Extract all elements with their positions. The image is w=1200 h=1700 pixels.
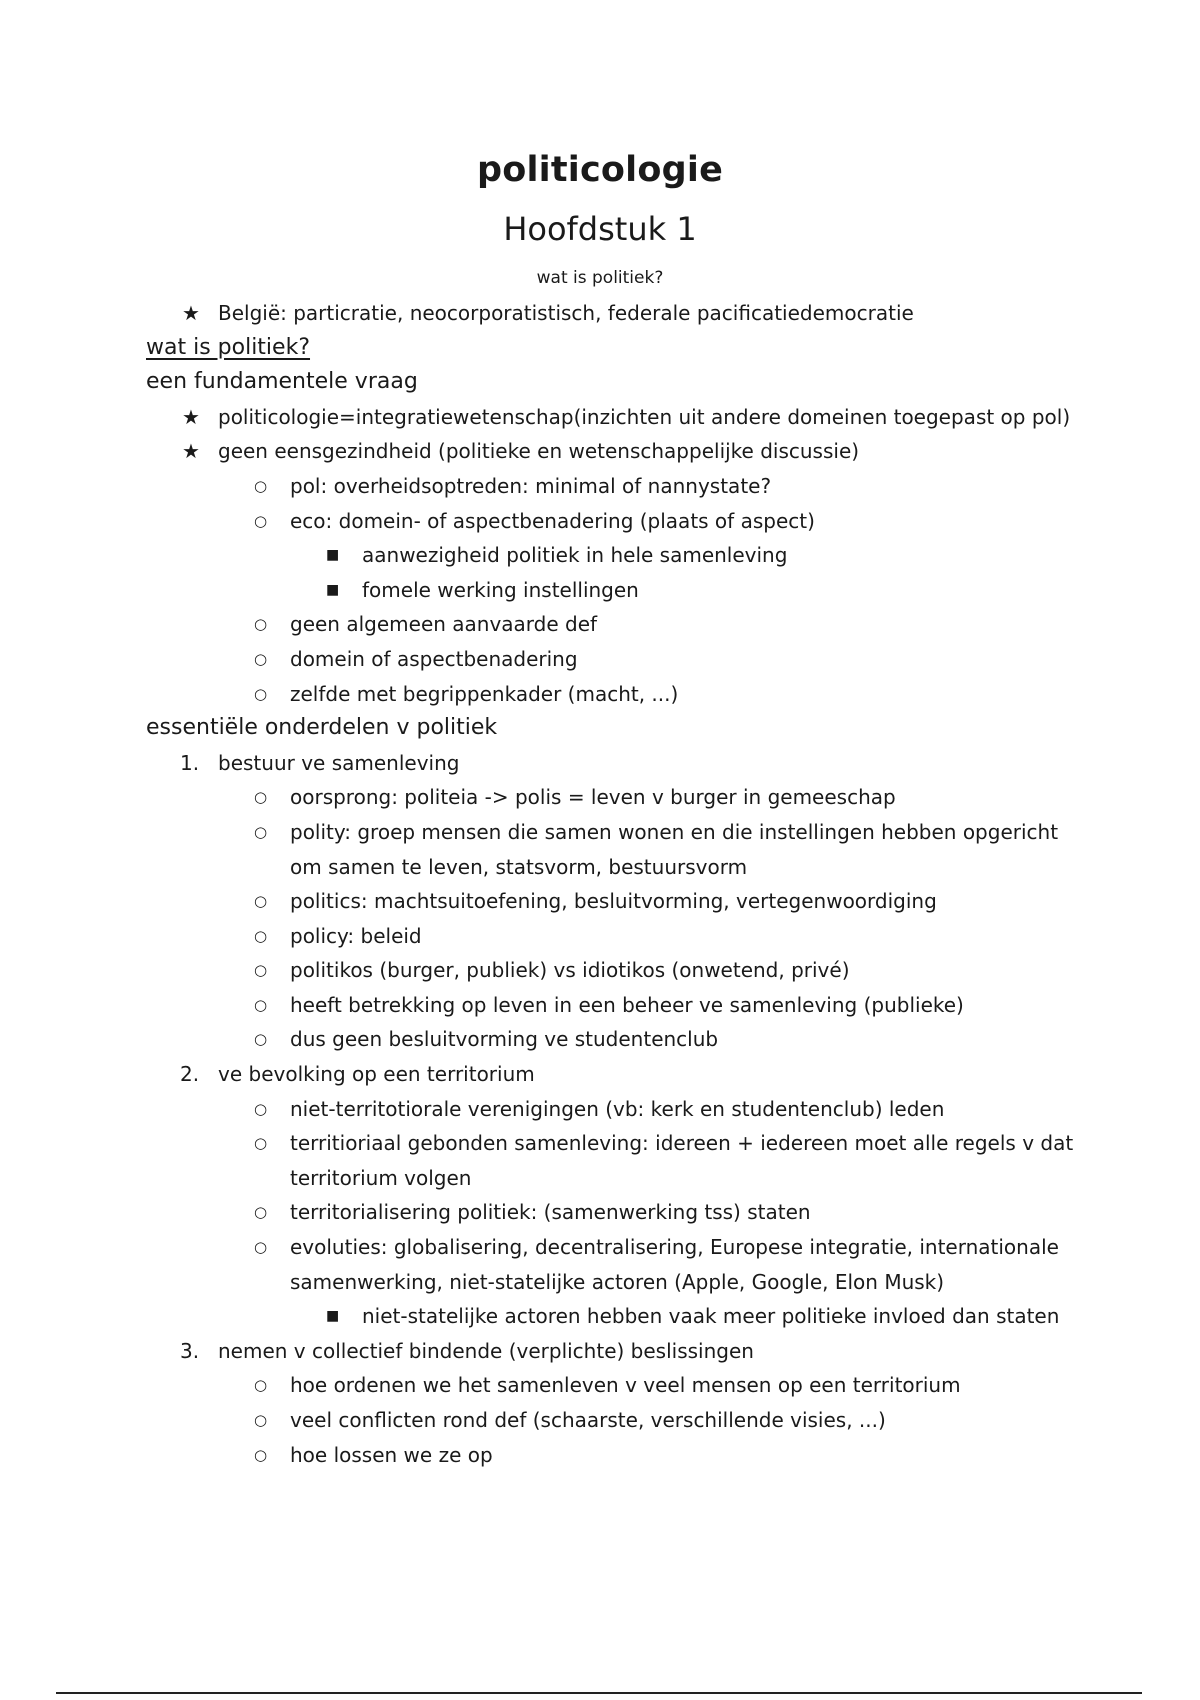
chapter-heading: Hoofdstuk 1 xyxy=(503,210,697,248)
circle-bullet-icon: ○ xyxy=(254,1238,268,1257)
list-item xyxy=(146,919,1086,954)
list-item-text: niet-territotiorale verenigingen (vb: kerk en studentenclub) leden xyxy=(290,1096,945,1121)
document-title: politicologie xyxy=(476,150,724,190)
section-heading-text: essentiële onderdelen v politiek xyxy=(146,715,498,741)
list-item-text: politicologie=integratiewetenschap(inzichten uit andere domeinen toegepast op pol) xyxy=(218,404,1071,429)
star-bullet-icon: ★ xyxy=(182,301,200,325)
list-number: 1. xyxy=(180,750,200,775)
list-item xyxy=(146,607,1086,642)
list-item-text: geen eensgezindheid (politieke en wetenschappelijke discussie) xyxy=(218,439,860,464)
list-item-text: evoluties: globalisering, decentralisering, Europese integratie, internationale samenwerking, niet-statelijke actoren (Apple, Google, Elon Musk) xyxy=(290,1235,1059,1294)
list-item xyxy=(146,988,1086,1023)
circle-bullet-icon: ○ xyxy=(254,1411,268,1429)
list-item xyxy=(146,538,1086,573)
list-item xyxy=(146,1022,1086,1057)
footer-divider xyxy=(56,1692,1142,1694)
list-item xyxy=(146,1334,1086,1369)
circle-bullet-icon: ○ xyxy=(254,1099,268,1118)
list-item xyxy=(146,1057,1086,1092)
list-item xyxy=(146,1092,1086,1127)
list-item xyxy=(146,1438,1086,1473)
list-item xyxy=(146,573,1086,608)
list-item xyxy=(146,780,1086,815)
list-item xyxy=(146,642,1086,677)
circle-bullet-icon: ○ xyxy=(254,476,268,495)
list-item xyxy=(146,1126,1086,1195)
list-item xyxy=(146,504,1086,539)
list-item-text: pol: overheidsoptreden: minimal of nannystate? xyxy=(290,473,772,498)
list-item-text: hoe lossen we ze op xyxy=(290,1442,493,1467)
circle-bullet-icon: ○ xyxy=(254,649,268,668)
list-item-text: dus geen besluitvorming ve studentenclub xyxy=(290,1027,719,1052)
list-item-text: territioriaal gebonden samenleving: idereen + iedereen moet alle regels v dat territorium volgen xyxy=(290,1131,1074,1190)
notes-body xyxy=(146,296,1086,1472)
section-heading-text: een fundamentele vraag xyxy=(146,369,418,395)
circle-bullet-icon: ○ xyxy=(254,1030,268,1049)
list-item xyxy=(146,1230,1086,1299)
list-item xyxy=(146,746,1086,781)
list-item xyxy=(146,884,1086,919)
list-item-text: fomele werking instellingen xyxy=(362,577,639,602)
list-item-text: policy: beleid xyxy=(290,923,422,948)
list-item xyxy=(146,677,1086,712)
circle-bullet-icon: ○ xyxy=(254,1134,268,1153)
list-number: 2. xyxy=(180,1062,200,1087)
list-item xyxy=(146,1403,1086,1438)
list-item xyxy=(146,296,1086,331)
circle-bullet-icon: ○ xyxy=(254,1376,268,1395)
circle-bullet-icon: ○ xyxy=(254,1203,268,1222)
section-heading xyxy=(146,365,1086,400)
circle-bullet-icon: ○ xyxy=(254,788,268,807)
list-item-text: België: particratie, neocorporatistisch, federale pacificatiedemocratie xyxy=(218,301,914,325)
square-bullet-icon: ■ xyxy=(326,581,340,598)
section-heading xyxy=(146,331,1086,366)
list-item-text: politikos (burger, publiek) vs idiotikos (onwetend, privé) xyxy=(290,958,850,983)
square-bullet-icon: ■ xyxy=(326,547,340,564)
list-item-text: zelfde met begrippenkader (macht, ...) xyxy=(290,681,679,706)
circle-bullet-icon: ○ xyxy=(254,615,268,634)
list-item-text: bestuur ve samenleving xyxy=(218,750,460,775)
list-item-text: niet-statelijke actoren hebben vaak meer politieke invloed dan staten xyxy=(362,1304,1060,1329)
list-item xyxy=(146,469,1086,504)
list-item-text: ve bevolking op een territorium xyxy=(218,1062,535,1087)
list-item-text: geen algemeen aanvaarde def xyxy=(290,612,598,637)
list-item-text: domein of aspectbenadering xyxy=(290,646,578,671)
circle-bullet-icon: ○ xyxy=(254,1445,268,1464)
list-number: 3. xyxy=(180,1338,200,1363)
list-item xyxy=(146,815,1086,884)
square-bullet-icon: ■ xyxy=(326,1308,340,1325)
circle-bullet-icon: ○ xyxy=(254,961,268,980)
list-item xyxy=(146,1368,1086,1403)
circle-bullet-icon: ○ xyxy=(254,995,268,1014)
list-item-text: veel conflicten rond def (schaarste, verschillende visies, ...) xyxy=(290,1408,886,1432)
list-item xyxy=(146,1195,1086,1230)
chapter-subheading: wat is politiek? xyxy=(536,268,664,288)
list-item-text: polity: groep mensen die samen wonen en die instellingen hebben opgericht om samen te leven, statsvorm, bestuursvorm xyxy=(290,819,1059,879)
circle-bullet-icon: ○ xyxy=(254,822,268,841)
list-item xyxy=(146,400,1086,435)
section-heading-text: wat is politiek? xyxy=(146,334,311,360)
list-item-text: oorsprong: politeia -> polis = leven v burger in gemeeschap xyxy=(290,785,896,810)
list-item xyxy=(146,434,1086,469)
list-item-text: heeft betrekking op leven in een beheer ve samenleving (publieke) xyxy=(290,992,964,1017)
list-item-text: politics: machtsuitoefening, besluitvorming, vertegenwoordiging xyxy=(290,889,937,914)
circle-bullet-icon: ○ xyxy=(254,684,268,703)
list-item xyxy=(146,953,1086,988)
circle-bullet-icon: ○ xyxy=(254,892,268,911)
list-item-text: nemen v collectief bindende (verplichte) beslissingen xyxy=(218,1338,754,1363)
circle-bullet-icon: ○ xyxy=(254,926,268,945)
list-item-text: territorialisering politiek: (samenwerking tss) staten xyxy=(290,1200,811,1225)
star-bullet-icon: ★ xyxy=(182,404,200,429)
list-item-text: aanwezigheid politiek in hele samenleving xyxy=(362,543,788,568)
list-item-text: eco: domein- of aspectbenadering (plaats of aspect) xyxy=(290,508,815,533)
star-bullet-icon: ★ xyxy=(182,439,200,464)
list-item xyxy=(146,1299,1086,1334)
section-heading xyxy=(146,711,1086,746)
circle-bullet-icon: ○ xyxy=(254,511,268,530)
list-item-text: hoe ordenen we het samenleven v veel mensen op een territorium xyxy=(290,1373,961,1398)
